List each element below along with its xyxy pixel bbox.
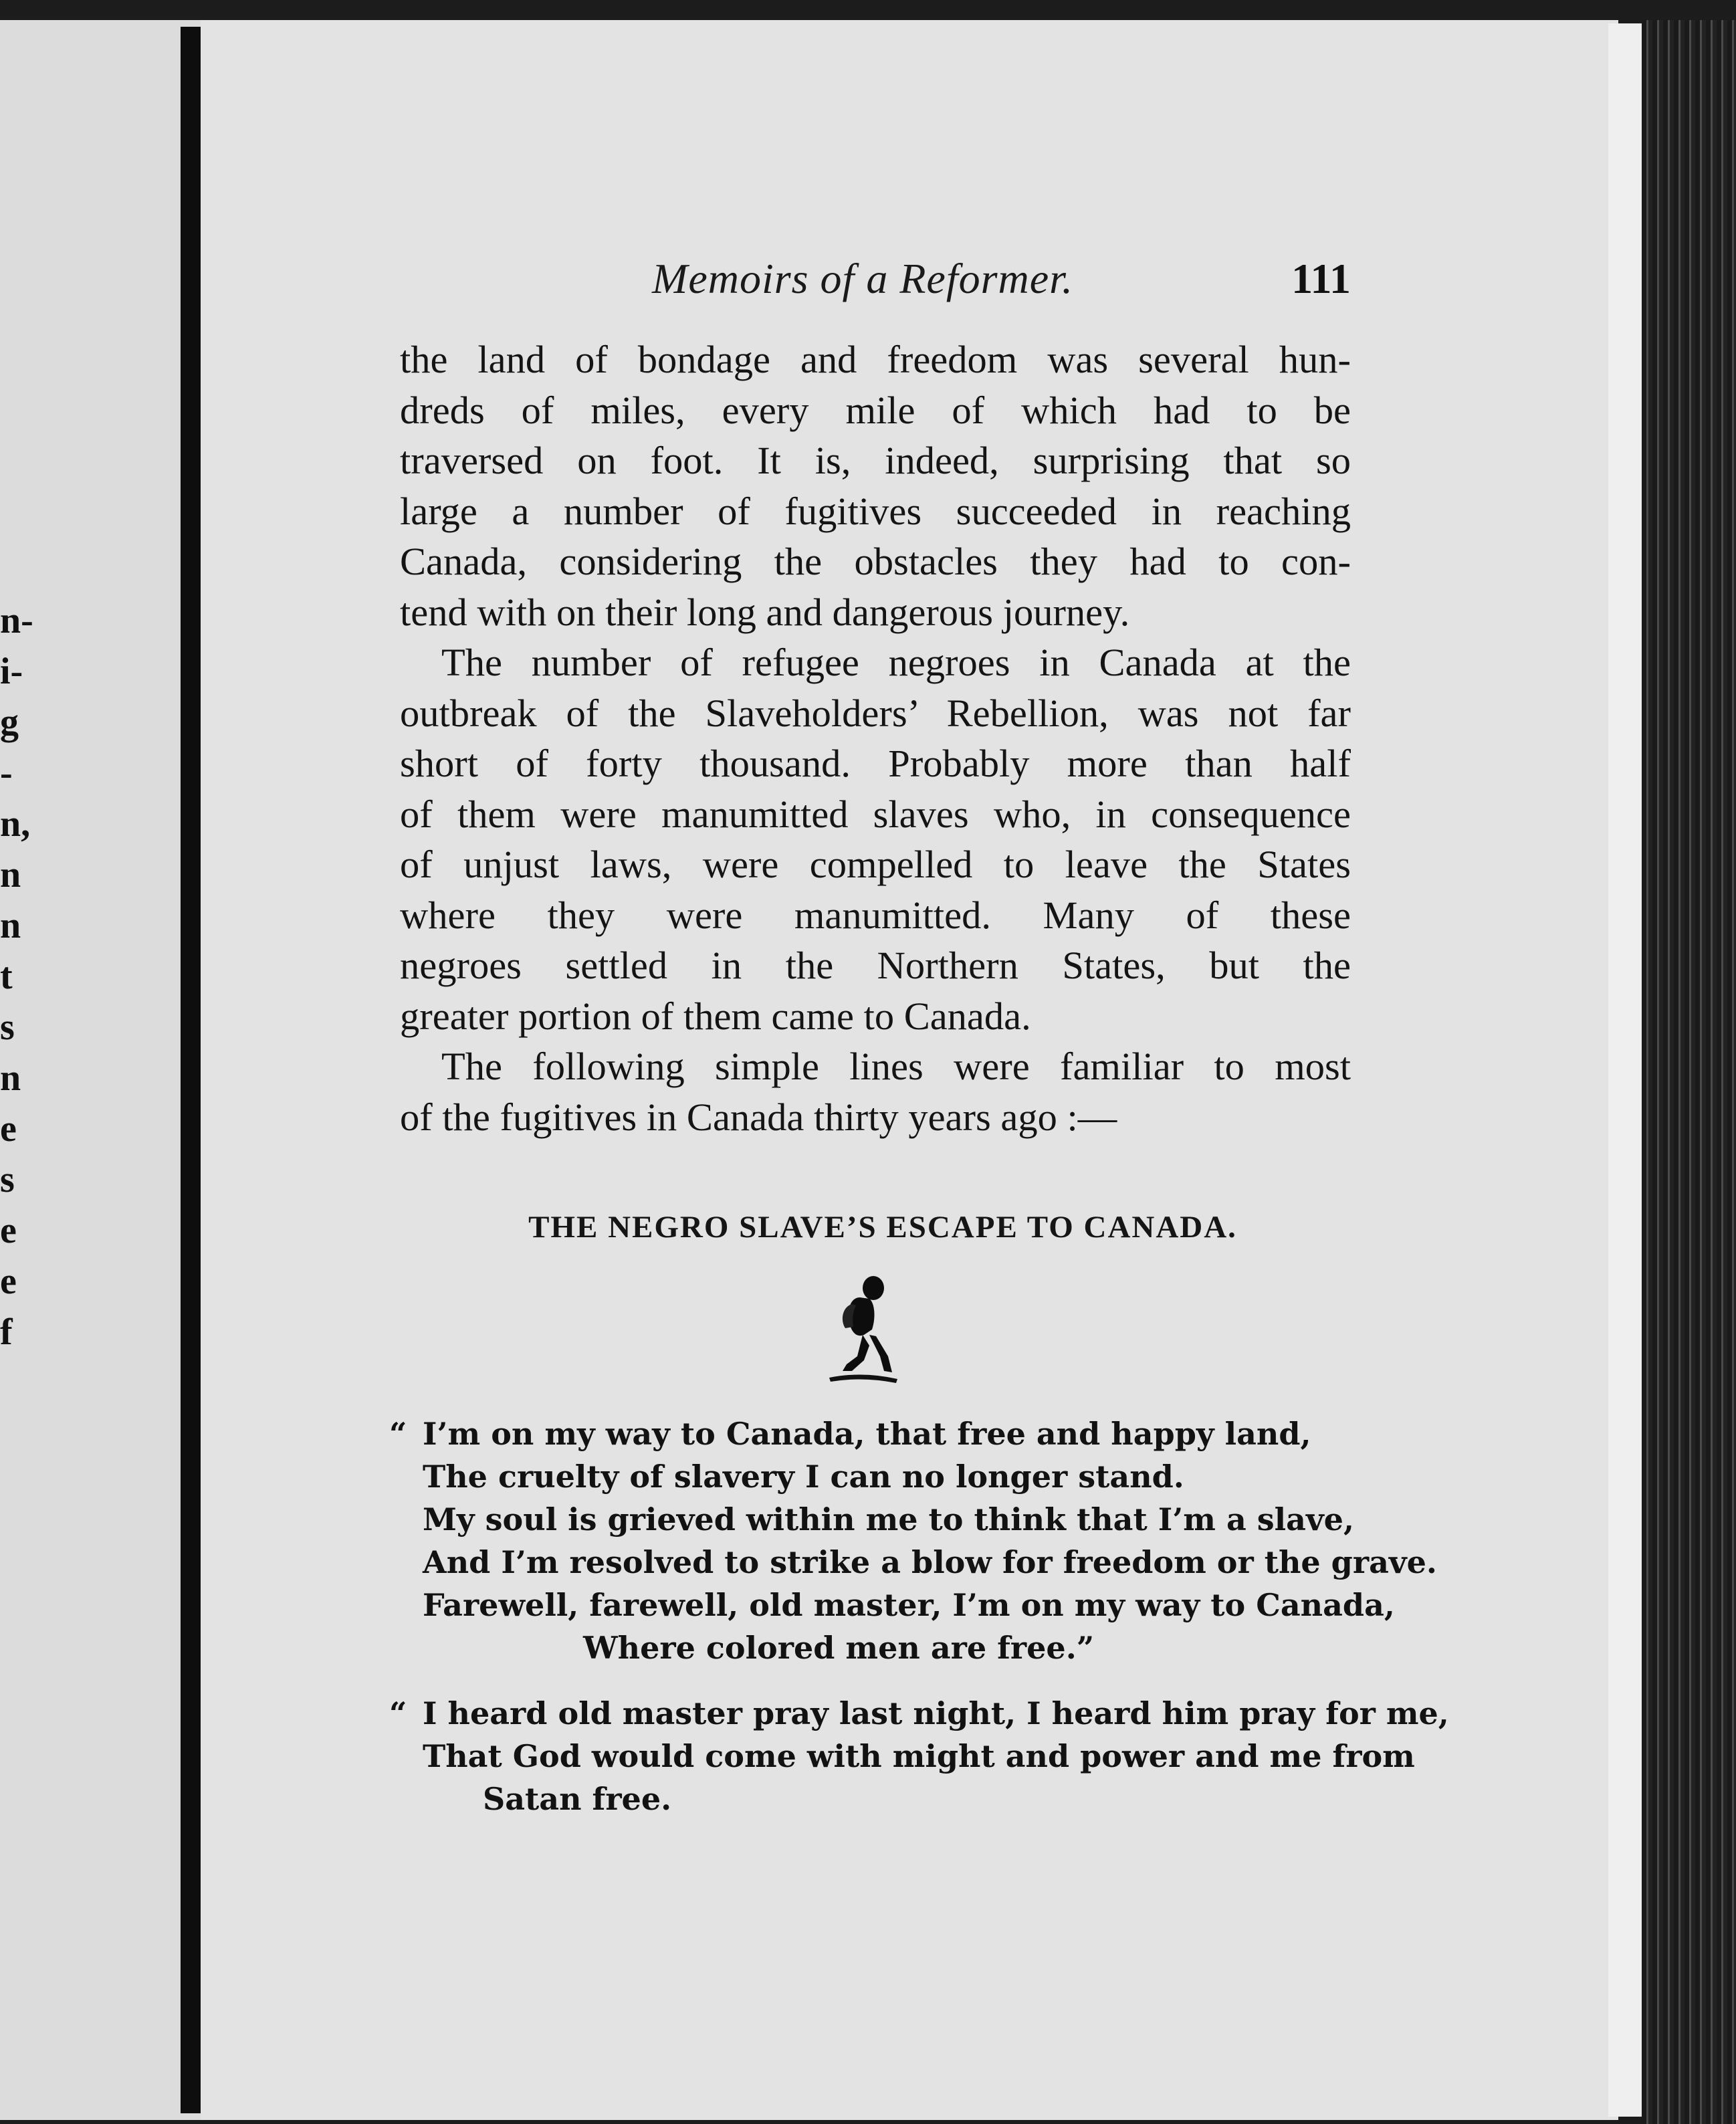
text-line: The number of refugee negroes in Canada at the: [441, 641, 1351, 684]
running-title: Memoirs of a Reformer.: [652, 255, 1073, 302]
poem-line-text: I’m on my way to Canada, that free and happy land,: [423, 1416, 1311, 1452]
poem-stanza-1: [389, 1412, 1437, 1669]
poem-line: That God would come with might and power and me from: [423, 1738, 1415, 1774]
running-header: [652, 254, 1351, 308]
poem-line: Farewell, farewell, old master, I’m on my way to Canada,: [423, 1587, 1395, 1623]
margin-fragment: n: [0, 1057, 21, 1099]
text-line: outbreak of the Slaveholders’ Rebellion, was not far: [400, 691, 1351, 735]
poem-stanza-2: [389, 1692, 1449, 1820]
page-number: 111: [1291, 255, 1351, 302]
text-line: large a number of fugitives succeeded in reaching: [400, 489, 1351, 533]
open-quote: “: [389, 1416, 407, 1452]
text-line: short of forty thousand. Probably more than half: [400, 742, 1351, 785]
margin-fragment: e: [0, 1210, 17, 1251]
text-line: dreds of miles, every mile of which had to be: [400, 388, 1351, 432]
body-text: [400, 334, 1351, 1142]
margin-fragment: n: [0, 854, 21, 895]
margin-fragment: i-: [0, 651, 23, 692]
poem-line: My soul is grieved within me to think that I’m a slave,: [423, 1501, 1354, 1537]
facing-page-fragments: [0, 595, 33, 1358]
text-line: of the fugitives in Canada thirty years ago :—: [400, 1095, 1117, 1139]
poem-line: The cruelty of slavery I can no longer stand.: [423, 1459, 1184, 1495]
text-line: tend with on their long and dangerous journey.: [400, 590, 1130, 634]
margin-fragment: -: [0, 752, 13, 794]
text-line: greater portion of them came to Canada.: [400, 994, 1031, 1038]
poem-line: [389, 1692, 1449, 1735]
text-line: traversed on foot. It is, indeed, surprising that so: [400, 439, 1351, 482]
text-line: the land of bondage and freedom was several hun-: [400, 338, 1351, 381]
margin-fragment: s: [0, 1159, 15, 1200]
margin-fragment: s: [0, 1006, 15, 1048]
margin-fragment: e: [0, 1261, 17, 1302]
poem-title: THE NEGRO SLAVE’S ESCAPE TO CANADA.: [528, 1210, 1237, 1245]
poem-refrain: Where colored men are free.”: [583, 1630, 1095, 1666]
margin-fragment: e: [0, 1108, 17, 1150]
text-line: negroes settled in the Northern States, but the: [400, 944, 1351, 987]
poem-line: Satan free.: [483, 1781, 672, 1817]
poem-line-text: I heard old master pray last night, I heard him pray for me,: [423, 1695, 1449, 1731]
margin-fragment: f: [0, 1311, 13, 1353]
text-line: Canada, considering the obstacles they had to con-: [400, 540, 1351, 583]
text-line: of them were manumitted slaves who, in consequence: [400, 792, 1351, 836]
facing-page: [0, 20, 204, 2120]
book-edge: [1642, 20, 1736, 2124]
text-line: The following simple lines were familiar to most: [441, 1045, 1351, 1088]
text-line: where they were manumitted. Many of these: [400, 893, 1351, 937]
poem-line: And I’m resolved to strike a blow for freedom or the grave.: [423, 1544, 1437, 1580]
running-fugitive-icon: [823, 1271, 903, 1391]
margin-fragment: n-: [0, 600, 33, 641]
margin-fragment: t: [0, 956, 13, 997]
margin-fragment: g: [0, 702, 19, 743]
margin-fragment: n,: [0, 803, 31, 845]
open-quote: “: [389, 1695, 407, 1731]
text-line: of unjust laws, were compelled to leave the States: [400, 843, 1351, 886]
margin-fragment: n: [0, 905, 21, 946]
poem-line: [389, 1412, 1352, 1455]
